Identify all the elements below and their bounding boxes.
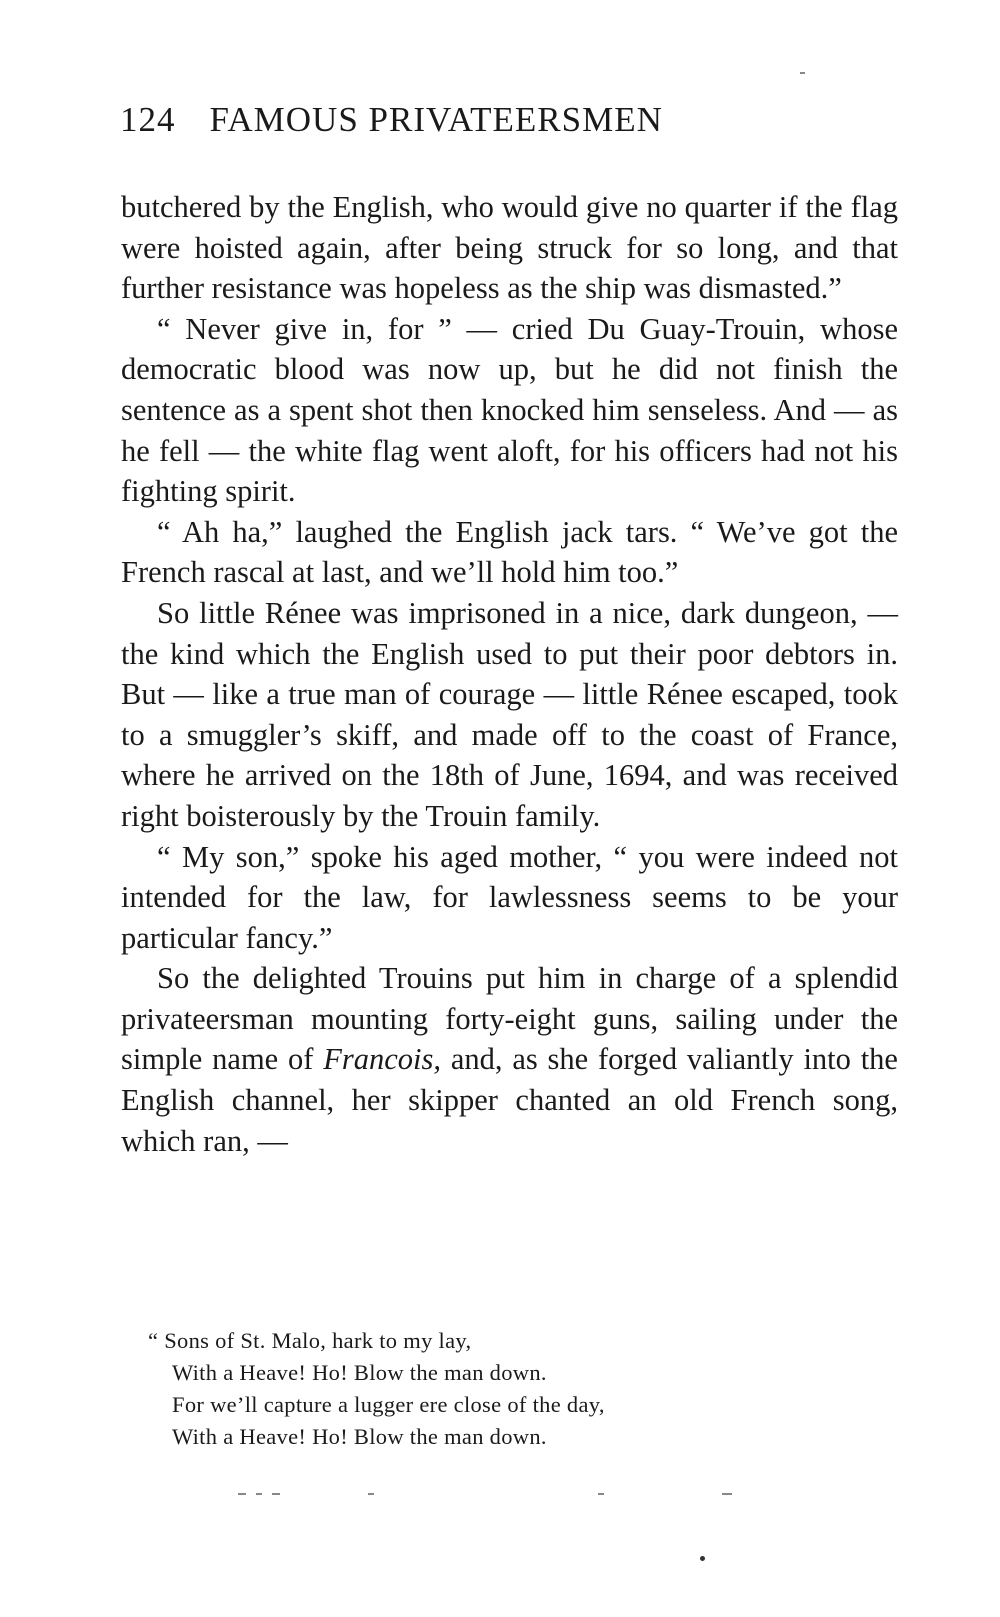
verse-block — [148, 1325, 848, 1453]
verse-line: With a Heave! Ho! Blow the man down. — [172, 1360, 547, 1385]
running-title: FAMOUS PRIVATEERSMEN — [209, 100, 663, 139]
paragraph: “ Never give in, for ” — cried Du Guay-Trouin, whose democratic blood was now up, but he did not finish the sentence as a spent shot then knocked him senseless. And — as he fell — the white flag went aloft, for his officers had not his fighting spirit. — [121, 311, 898, 509]
paragraph — [121, 958, 898, 1161]
body-text — [121, 187, 898, 1161]
verse-line: “ Sons of St. Malo, hark to my lay, — [148, 1328, 472, 1353]
paragraph-text-before: So the delighted Trouins put him in charge of a splendid privateersman mounting forty-eight guns, sailing under the simple name of — [121, 961, 898, 1077]
scan-artifact — [272, 1493, 280, 1495]
verse-line: With a Heave! Ho! Blow the man down. — [172, 1424, 547, 1449]
paragraph: “ Ah ha,” laughed the English jack tars. “ We’ve got the French rascal at last, and we’ll hold him too.” — [121, 514, 898, 590]
verse-line: For we’ll capture a lugger ere close of the day, — [172, 1392, 605, 1417]
paragraph: So little Rénee was imprisoned in a nice, dark dungeon, — the kind which the English used to put their poor debtors in. But — like a true man of courage — little Rénee escaped, took to a smuggler’s skiff, and made off to the coast of France, where he arrived on the 18th of June, 1694, and was received right boisterously by the Trouin family. — [121, 595, 898, 833]
scan-artifact — [238, 1493, 246, 1495]
scan-artifact — [700, 1556, 705, 1561]
paragraph-text-after: and, as she forged valiantly into the English channel, her skipper chanted an old French song, which ran, — — [121, 1042, 898, 1158]
ship-name: Francois, — [323, 1042, 442, 1077]
page-number: 124 — [120, 100, 176, 139]
paragraph: “ My son,” spoke his aged mother, “ you were indeed not intended for the law, for lawlessness seems to be your particular fancy.” — [121, 839, 898, 955]
scan-artifact — [598, 1493, 604, 1495]
page-header — [120, 100, 880, 150]
scan-artifact — [800, 72, 805, 74]
scan-artifact — [256, 1493, 262, 1495]
scan-artifact — [368, 1493, 374, 1495]
scan-artifact — [722, 1493, 732, 1495]
paragraph-continued: butchered by the English, who would give no quarter if the flag were hoisted again, after being struck for so long, and that further resistance was hopeless as the ship was dismasted.” — [121, 190, 898, 306]
